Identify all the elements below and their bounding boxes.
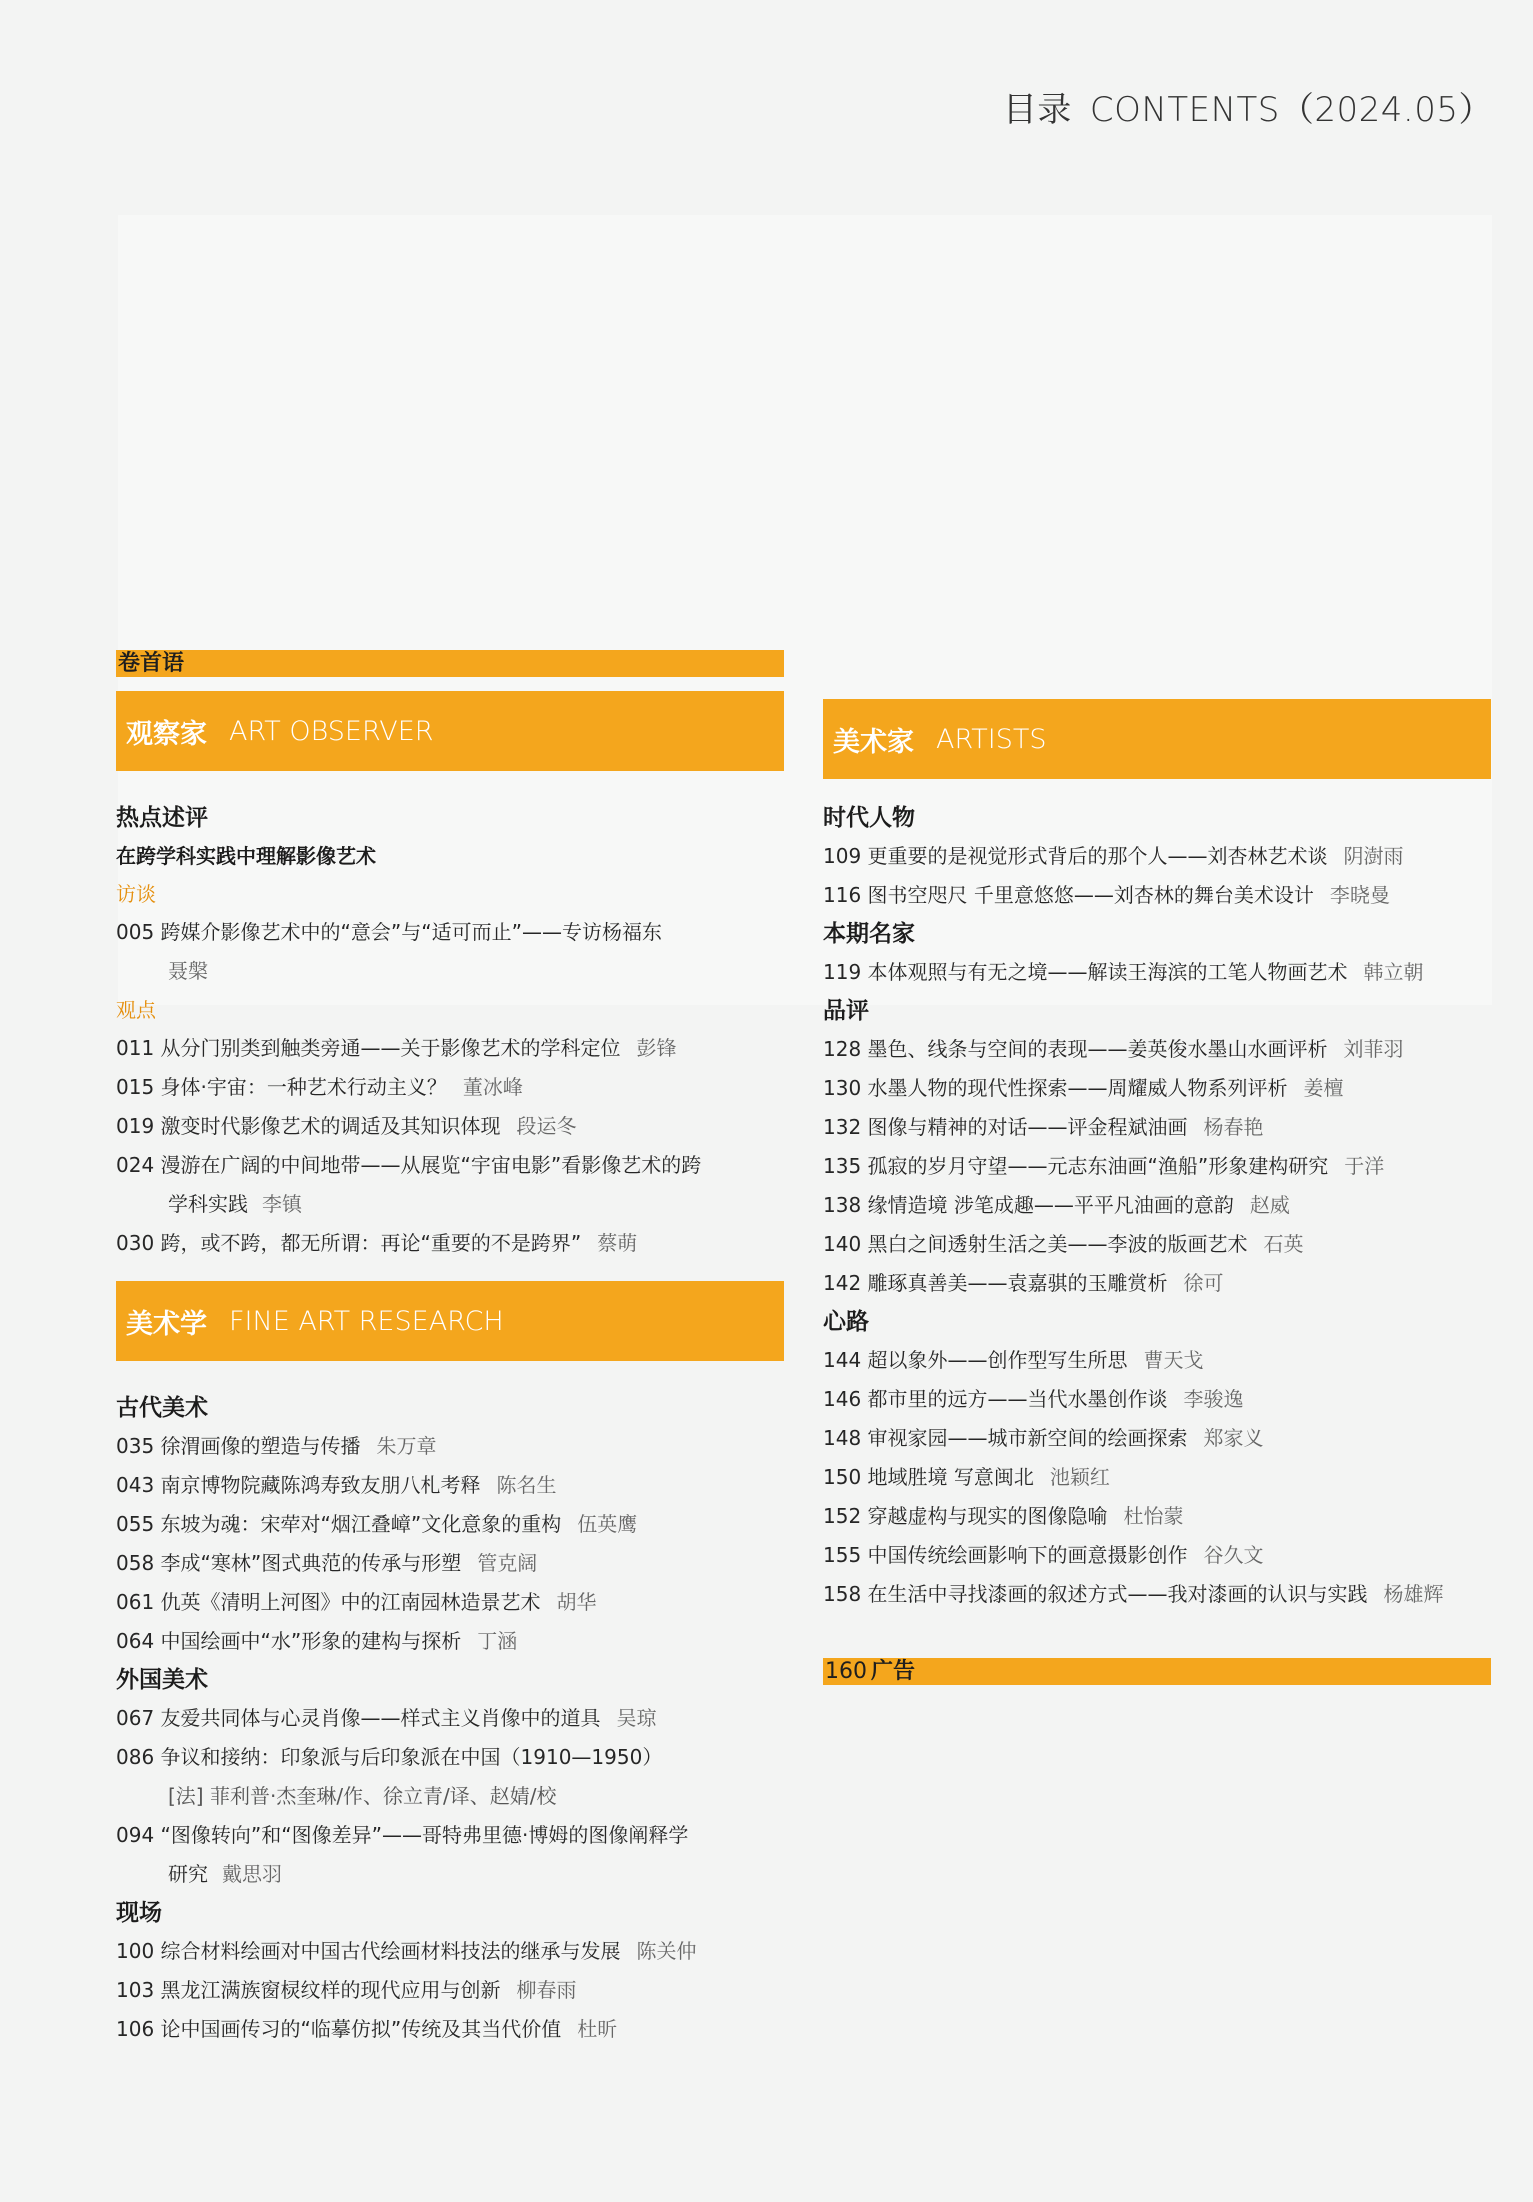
preface-bar[interactable]	[116, 650, 784, 677]
entry-title: 100 综合材料绘画对中国古代绘画材料技法的继承与发展	[116, 1939, 621, 1963]
entry-title: 144 超以象外——创作型写生所思	[823, 1348, 1128, 1372]
entry-title: 132 图像与精神的对话——评金程斌油画	[823, 1115, 1188, 1139]
entry-author: 李晓曼	[1329, 883, 1390, 907]
toc-entry[interactable]	[116, 1107, 784, 1146]
toc-entry[interactable]	[116, 1738, 784, 1816]
subsection-heading-era-figures: 时代人物	[823, 805, 915, 831]
toc-entry[interactable]	[116, 1505, 784, 1544]
entry-title: 142 雕琢真善美——袁嘉骐的玉雕赏析	[823, 1271, 1168, 1295]
entry-title: 064 中国绘画中“水”形象的建构与探析	[116, 1629, 462, 1653]
entry-author: 蔡萌	[597, 1231, 638, 1255]
entry-author: 伍英鹰	[577, 1512, 638, 1536]
toc-entry[interactable]	[823, 1186, 1491, 1225]
header-mulu: 目录	[1002, 90, 1072, 130]
toc-entry[interactable]	[823, 1380, 1491, 1419]
toc-entry[interactable]	[823, 1030, 1491, 1069]
toc-entry[interactable]	[823, 1108, 1491, 1147]
entry-title: 035 徐渭画像的塑造与传播	[116, 1434, 361, 1458]
section-title-en: ARTISTS	[936, 723, 1047, 755]
toc-entry[interactable]	[823, 1225, 1491, 1264]
entry-title: 015 身体·宇宙：一种艺术行动主义？	[116, 1075, 447, 1099]
toc-entry[interactable]	[823, 1497, 1491, 1536]
right-column	[823, 699, 1491, 1699]
toc-entry[interactable]	[116, 1971, 784, 2010]
section-bar-artists	[823, 699, 1491, 779]
advertisement-bar[interactable]	[823, 1658, 1491, 1685]
entry-title: 140 黑白之间透射生活之美——李波的版画艺术	[823, 1232, 1248, 1256]
entry-title: 011 从分门别类到触类旁通——关于影像艺术的学科定位	[116, 1036, 621, 1060]
entry-author: 曹天戈	[1143, 1348, 1204, 1372]
entry-author: 丁涵	[477, 1629, 518, 1653]
entry-title: 005 跨媒介影像艺术中的“意会”与“适可而止”——专访杨福东	[116, 920, 662, 944]
entry-author: 管克阔	[477, 1551, 538, 1575]
section-bar-fine-art-research	[116, 1281, 784, 1361]
section-title-zh: 观察家	[126, 718, 207, 750]
entry-title: 043 南京博物院藏陈鸿寿致友朋八札考释	[116, 1473, 481, 1497]
entry-author: 聂槃	[168, 959, 208, 983]
toc-entry[interactable]	[116, 1583, 784, 1622]
entry-author: 石英	[1263, 1232, 1304, 1256]
entry-author: 韩立朝	[1363, 960, 1424, 984]
subsection-heading-scene: 现场	[116, 1900, 162, 1926]
entry-title: 086 争议和接纳：印象派与后印象派在中国（1910—1950）	[116, 1745, 663, 1769]
toc-entry[interactable]	[823, 1069, 1491, 1108]
ad-label: 广告	[871, 1659, 916, 1684]
toc-entry[interactable]	[823, 1536, 1491, 1575]
entry-title: 094 “图像转向”和“图像差异”——哥特弗里德·博姆的图像阐释学	[116, 1823, 689, 1847]
entry-title: 152 穿越虚构与现实的图像隐喻	[823, 1504, 1108, 1528]
section-title-en: ART OBSERVER	[229, 715, 434, 747]
entry-title: 019 激变时代影像艺术的调适及其知识体现	[116, 1114, 501, 1138]
preface-label: 卷首语	[118, 651, 185, 676]
toc-entry[interactable]	[116, 1544, 784, 1583]
section-title-en: FINE ART RESEARCH	[229, 1305, 504, 1337]
entry-title-cont: 学科实践	[168, 1192, 248, 1216]
entry-title: 030 跨，或不跨，都无所谓：再论“重要的不是跨界”	[116, 1231, 582, 1255]
toc-entry[interactable]	[116, 1029, 784, 1068]
toc-entry[interactable]	[116, 1068, 784, 1107]
subsection-heading-hot-review: 热点述评	[116, 805, 208, 831]
entry-title: 109 更重要的是视觉形式背后的那个人——刘杏林艺术谈	[823, 844, 1328, 868]
page-header	[1003, 82, 1493, 131]
toc-entry[interactable]	[116, 1427, 784, 1466]
header-contents: CONTENTS（2024.05）	[1089, 90, 1493, 130]
toc-entry[interactable]	[823, 1147, 1491, 1186]
toc-entry[interactable]	[823, 1341, 1491, 1380]
left-column	[116, 650, 784, 2049]
entry-author: 杨春艳	[1203, 1115, 1264, 1139]
entry-author: 徐可	[1183, 1271, 1224, 1295]
toc-entry[interactable]	[116, 1816, 784, 1894]
entry-author: 陈名生	[496, 1473, 557, 1497]
entry-author: 戴思羽	[222, 1862, 282, 1886]
entry-title: 116 图书空咫尺 千里意悠悠——刘杏林的舞台美术设计	[823, 883, 1314, 907]
entry-title: 130 水墨人物的现代性探索——周耀威人物系列评析	[823, 1076, 1288, 1100]
entry-title: 148 审视家园——城市新空间的绘画探索	[823, 1426, 1188, 1450]
entry-title: 155 中国传统绘画影响下的画意摄影创作	[823, 1543, 1188, 1567]
entry-author: 陈关仲	[636, 1939, 697, 1963]
toc-entry[interactable]	[823, 837, 1491, 876]
toc-entry[interactable]	[823, 876, 1491, 915]
hot-review-title[interactable]: 在跨学科实践中理解影像艺术	[116, 844, 376, 868]
entry-author: 李骏逸	[1183, 1387, 1244, 1411]
subsection-heading-featured-master: 本期名家	[823, 921, 915, 947]
entry-title: 024 漫游在广阔的中间地带——从展览“宇宙电影”看影像艺术的跨	[116, 1153, 702, 1177]
entry-title: 058 李成“寒林”图式典范的传承与形塑	[116, 1551, 462, 1575]
entry-title-cont: 研究	[168, 1862, 208, 1886]
entry-title: 128 墨色、线条与空间的表现——姜英俊水墨山水画评析	[823, 1037, 1328, 1061]
section-title-zh: 美术家	[833, 726, 914, 758]
entry-title: 067 友爱共同体与心灵肖像——样式主义肖像中的道具	[116, 1706, 601, 1730]
subsection-heading-ancient-art: 古代美术	[116, 1395, 208, 1421]
toc-entry[interactable]	[823, 1264, 1491, 1303]
entry-author: 柳春雨	[516, 1978, 577, 2002]
entry-title: 135 孤寂的岁月守望——元志东油画“渔船”形象建构研究	[823, 1154, 1329, 1178]
entry-title: 158 在生活中寻找漆画的叙述方式——我对漆画的认识与实践	[823, 1582, 1368, 1606]
section-bar-art-observer	[116, 691, 784, 771]
entry-title: 119 本体观照与有无之境——解读王海滨的工笔人物画艺术	[823, 960, 1348, 984]
entry-author: 谷久文	[1203, 1543, 1264, 1567]
entry-author: 吴琼	[616, 1706, 657, 1730]
toc-entry[interactable]	[116, 1466, 784, 1505]
entry-title: 103 黑龙江满族窗棂纹样的现代应用与创新	[116, 1978, 501, 2002]
entry-author: 董冰峰	[462, 1075, 523, 1099]
toc-entry[interactable]	[823, 953, 1491, 992]
entry-author: 池颖红	[1049, 1465, 1110, 1489]
entry-author: 赵威	[1249, 1193, 1290, 1217]
entry-author: 杜昕	[577, 2017, 618, 2041]
toc-entry[interactable]	[116, 1146, 784, 1224]
entry-author: 杜怡蒙	[1123, 1504, 1184, 1528]
entry-title: 061 仇英《清明上河图》中的江南园林造景艺术	[116, 1590, 541, 1614]
entry-author: 彭锋	[636, 1036, 677, 1060]
section-title-zh: 美术学	[126, 1308, 207, 1340]
subsection-heading-review: 品评	[823, 998, 869, 1024]
entry-author: 杨雄辉	[1383, 1582, 1444, 1606]
toc-entry[interactable]	[823, 1458, 1491, 1497]
entry-author: 阴澍雨	[1343, 844, 1404, 868]
entry-translator-credit: [法] 菲利普·杰奎琳/作、徐立青/译、赵婧/校	[168, 1784, 557, 1808]
toc-entry[interactable]	[823, 1419, 1491, 1458]
ad-page-number: 160	[825, 1659, 867, 1684]
entry-title: 146 都市里的远方——当代水墨创作谈	[823, 1387, 1168, 1411]
toc-entry[interactable]	[823, 1575, 1491, 1614]
tag-viewpoint: 观点	[116, 998, 156, 1022]
entry-title: 106 论中国画传习的“临摹仿拟”传统及其当代价值	[116, 2017, 562, 2041]
entry-author: 郑家义	[1203, 1426, 1264, 1450]
subsection-heading-mind-path: 心路	[823, 1309, 869, 1335]
toc-entry[interactable]	[116, 2010, 784, 2049]
entry-author: 刘菲羽	[1343, 1037, 1404, 1061]
entry-author: 李镇	[262, 1192, 302, 1216]
entry-author: 段运冬	[516, 1114, 577, 1138]
subsection-heading-foreign-art: 外国美术	[116, 1667, 208, 1693]
tag-interview: 访谈	[116, 882, 156, 906]
toc-entry[interactable]	[116, 1699, 784, 1738]
entry-author: 于洋	[1344, 1154, 1385, 1178]
entry-title: 055 东坡为魂：宋荦对“烟江叠嶂”文化意象的重构	[116, 1512, 562, 1536]
toc-entry[interactable]	[116, 1622, 784, 1661]
toc-entry[interactable]	[116, 913, 784, 991]
toc-entry[interactable]	[116, 1932, 784, 1971]
entry-author: 胡华	[556, 1590, 597, 1614]
entry-author: 朱万章	[376, 1434, 437, 1458]
toc-entry[interactable]	[116, 1224, 784, 1263]
entry-author: 姜檀	[1303, 1076, 1344, 1100]
entry-title: 138 缘情造境 涉笔成趣——平平凡油画的意韵	[823, 1193, 1234, 1217]
entry-title: 150 地域胜境 写意闽北	[823, 1465, 1034, 1489]
